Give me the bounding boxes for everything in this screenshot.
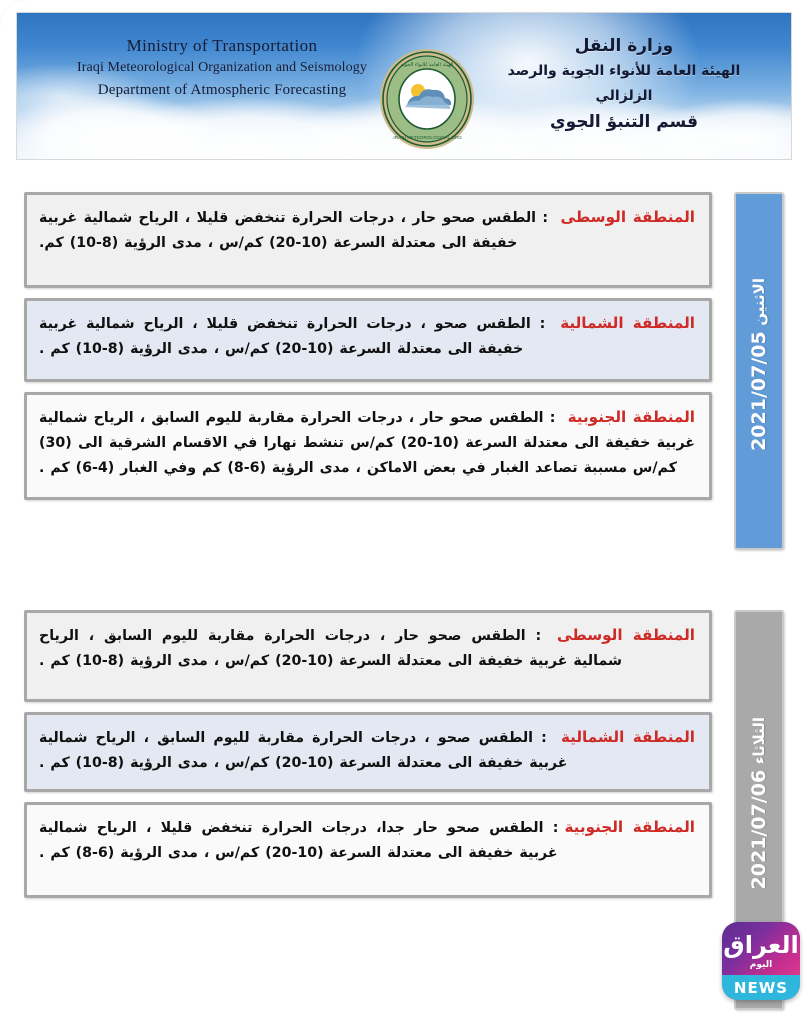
region-separator: : <box>533 730 555 746</box>
forecast-day-section-tuesday <box>0 610 808 1016</box>
header-banner <box>16 12 792 160</box>
organization-seal-logo <box>369 47 485 151</box>
forecast-card-central-monday <box>24 192 712 288</box>
news-watermark-logo <box>722 922 800 1000</box>
banner-arabic-line-1: وزارة النقل <box>574 36 674 56</box>
forecast-card-text <box>39 623 695 674</box>
weekday-label-tuesday: الثلاثاء <box>750 716 768 764</box>
forecast-card-southern-tuesday <box>24 802 712 898</box>
watermark-brand-name: العراق <box>723 931 799 959</box>
forecast-body: الطقس صحو حار ، درجات الحرارة مقاربة لليوم السابق ، الرياح شمالية غربية خفيفة الى معتدلة السرعة (10-20) كم/س تنشط نهارا في الاقسام الشرقية الى (30) كم/س مسببة تصاعد الغبار في بعض الاماكن ، مدى الرؤية (6-8) كم وفي الغبار (4-6) كم . <box>39 410 695 476</box>
svg-text:IRAQI METEOROLOGICAL ORG.: IRAQI METEOROLOGICAL ORG. <box>392 135 462 140</box>
region-separator: : <box>525 628 552 644</box>
forecast-card-northern-tuesday <box>24 712 712 792</box>
date-rail-content <box>748 278 770 465</box>
region-label-southern: المنطقة الجنوبية <box>564 818 695 836</box>
banner-english-line-2: Iraqi Meteorological Organization and Seismology <box>77 60 367 75</box>
region-label-southern: المنطقة الجنوبية <box>567 408 695 426</box>
banner-english-line-1: Ministry of Transportation <box>126 36 318 55</box>
banner-arabic-titles <box>479 33 769 136</box>
region-label-northern: المنطقة الشمالية <box>560 314 695 332</box>
banner-english-titles <box>57 35 387 102</box>
region-separator: : <box>536 210 555 226</box>
watermark-news-label: NEWS <box>722 975 800 1000</box>
forecast-body: الطقس صحو ، درجات الحرارة تنخفض قليلا ، الرياح شمالية غربية خفيفة الى معتدلة السرعة (10-20) كم/س ، مدى الرؤية (8-10) كم . <box>39 316 531 357</box>
forecast-card-southern-monday <box>24 392 712 500</box>
svg-text:الهيئة العامة للانواء الجوية: الهيئة العامة للانواء الجوية <box>400 62 454 68</box>
forecast-card-text <box>39 205 695 256</box>
forecast-body: الطقس صحو حار جدا، درجات الحرارة تنخفض قليلا ، الرياح شمالية غربية خفيفة الى معتدلة السرعة (10-20) كم/س ، مدى الرؤية (6-8) كم . <box>39 820 558 861</box>
forecast-card-northern-monday <box>24 298 712 382</box>
weekday-label-monday: الاثنين <box>750 277 768 326</box>
forecast-card-text <box>39 311 695 362</box>
region-label-central: المنطقة الوسطى <box>560 208 695 226</box>
banner-english-line-3: Department of Atmospheric Forecasting <box>97 82 347 98</box>
forecast-card-central-tuesday <box>24 610 712 702</box>
banner-arabic-line-3: قسم التنبؤ الجوي <box>550 112 698 132</box>
date-rail-monday <box>734 192 784 550</box>
forecast-cards-monday <box>24 192 712 510</box>
region-separator: : <box>543 410 562 426</box>
watermark-brand-subtitle: اليوم <box>749 960 773 970</box>
banner-arabic-line-2: الهيئة العامة للأنواء الجوية والرصد الزلزالي <box>507 63 741 104</box>
date-label-monday: 2021/07/05 <box>748 330 770 451</box>
region-separator: : <box>543 820 559 836</box>
forecast-card-text <box>39 725 695 776</box>
forecast-body: الطقس صحو حار ، درجات الحرارة مقاربة لليوم السابق ، الرياح شمالية غربية خفيفة الى معتدلة السرعة (10-20) كم/س ، مدى الرؤية (8-10) كم . <box>39 628 622 669</box>
region-label-northern: المنطقة الشمالية <box>560 728 695 746</box>
forecast-day-section-monday <box>0 192 808 560</box>
forecast-cards-tuesday <box>24 610 712 908</box>
region-label-central: المنطقة الوسطى <box>557 626 695 644</box>
forecast-card-text <box>39 815 695 866</box>
forecast-body: الطقس صحو حار ، درجات الحرارة تنخفض قليلا ، الرياح شمالية غربية خفيفة الى معتدلة السرعة (10-20) كم/س ، مدى الرؤية (8-10) كم. <box>39 210 537 251</box>
region-separator: : <box>530 316 555 332</box>
forecast-card-text <box>39 405 695 481</box>
date-label-tuesday: 2021/07/06 <box>748 769 770 890</box>
date-rail-content <box>748 717 770 903</box>
forecast-body: الطقس صحو ، درجات الحرارة مقاربة لليوم السابق ، الرياح شمالية غربية خفيفة الى معتدلة السرعة (10-20) كم/س ، مدى الرؤية (8-10) كم . <box>39 730 568 771</box>
